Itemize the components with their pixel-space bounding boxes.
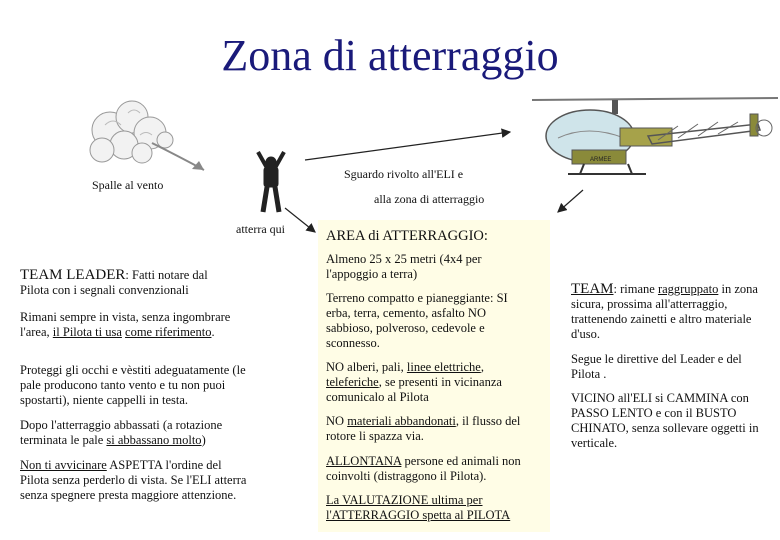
c3-text: NO alberi, pali, (326, 360, 407, 374)
p3-underlined: si abbassano molto (106, 433, 202, 447)
right-paragraph-2: Segue le direttive del Leader e del Pilota . (571, 352, 742, 381)
left-paragraph-3 (20, 418, 252, 448)
p1-end: . (211, 325, 215, 339)
team-leader-line2: Pilota con i segnali convenzionali (20, 283, 189, 297)
r1-text: : rimane (613, 282, 658, 296)
p1-text: Rimani sempre in vista, senza ingombrare l'area, (20, 310, 231, 339)
land-arrow (285, 208, 315, 232)
p3-end: ) (201, 433, 206, 447)
center-item-3 (326, 360, 531, 405)
gaze-label-line1: Sguardo rivolto all'ELI e (344, 167, 464, 181)
gaze-arrow (305, 132, 510, 160)
c5-underlined: ALLONTANA (326, 454, 402, 468)
team-leader-block (20, 268, 250, 298)
c4-underlined: materiali abbandonati (347, 414, 456, 428)
p3-text: Dopo l'atterraggio abbassati (a rotazione terminata le pale (20, 418, 223, 447)
r1-underlined: raggruppato (657, 282, 719, 296)
heli-arrow (558, 190, 583, 212)
wind-label: Spalle al vento (92, 178, 164, 192)
c3-underlined-2: teleferiche (326, 375, 379, 389)
helicopter-icon (528, 88, 780, 184)
center-item-6: La VALUTAZIONE ultima per l'ATTERRAGGIO spetta al PILOTA (326, 493, 511, 522)
r1-end: in zona sicura, prossima all'atterraggio, trattenendo zainetti e altro materiale d'uso. (571, 282, 758, 341)
left-paragraph-2: Proteggi gli occhi e vèstiti adeguatamente (le pale producono tanto vento e tu non puoi spostarti), niente cappelli in testa. (20, 363, 246, 407)
c4-end: , il flusso del rotore li spazza via. (326, 414, 521, 443)
left-paragraph-4 (20, 458, 252, 503)
team-leader-heading: TEAM LEADER (20, 267, 126, 283)
p4-text: ASPETTA l'ordine del Pilota senza perderlo di vista. Se l'ELI atterra senza spegnere presta maggiore attenzione. (20, 458, 247, 502)
right-paragraph-1 (571, 282, 761, 342)
land-here-label: atterra qui (236, 222, 285, 236)
c3-end: , se presenti in vicinanza comunicalo al Pilota (326, 375, 502, 404)
c5-text: persone ed animali non coinvolti (distraggono il Pilota). (326, 454, 521, 483)
c4-text: NO (326, 414, 348, 428)
center-item-2: Terreno compatto e pianeggiante: SI erba, terra, cemento, asfalto NO sabbioso, polveroso, cedevole e sconnesso. (326, 291, 508, 350)
right-paragraph-3: VICINO all'ELI si CAMMINA con PASSO LENTO e con il BUSTO CHINATO, senza sollevare oggetti in verticale. (571, 391, 759, 450)
center-item-5 (326, 454, 531, 484)
landing-area-heading: AREA di ATTERRAGGIO: (326, 228, 488, 244)
team-leader-tail: : Fatti notare dal (125, 268, 208, 282)
center-item-1: Almeno 25 x 25 metri (4x4 per l'appoggio a terra) (326, 252, 482, 281)
p1-underlined-1: il Pilota ti usa (52, 325, 122, 339)
c3-sep: , (480, 360, 484, 374)
page-title: Zona di atterraggio (221, 31, 559, 80)
center-item-4 (326, 414, 531, 444)
p4-underlined: Non ti avvicinare (20, 458, 107, 472)
left-paragraph-1 (20, 310, 245, 340)
svg-text:ARMEE: ARMEE (590, 157, 612, 163)
c3-underlined-1: linee elettriche (406, 360, 481, 374)
r1-team: TEAM (571, 281, 614, 297)
p1-underlined-2: come riferimento (125, 325, 212, 339)
gaze-label-line2: alla zona di atterraggio (374, 192, 485, 206)
